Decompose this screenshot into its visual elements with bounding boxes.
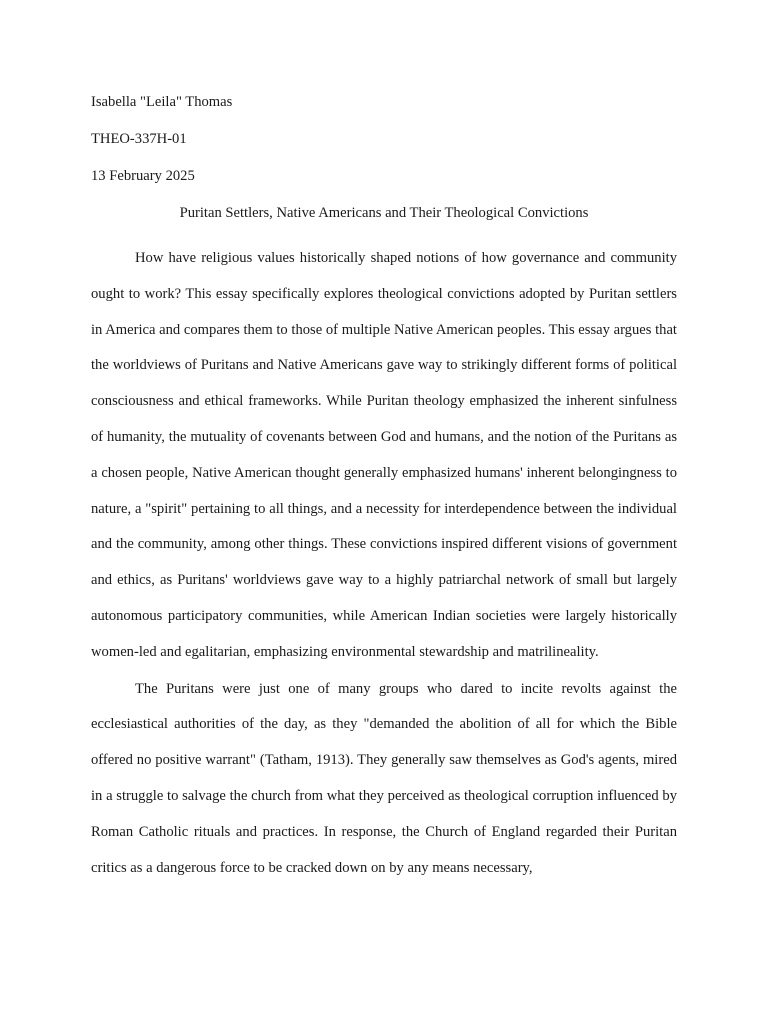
document-date: 13 February 2025 [91, 168, 195, 184]
essay-title: Puritan Settlers, Native Americans and Their Theological Convictions [179, 205, 589, 221]
body-paragraph-1: How have religious values historically shaped notions of how governance and community ought to work? This essay specifically explores theological convictions adopted by Puritan settlers in America and compares them to those of multiple Native American peoples. This essay argues that the worldviews of Puritans and Native Americans gave way to strikingly different forms of political consciousness and ethical frameworks. While Puritan theology emphasized the inherent sinfulness of humanity, the mutuality of covenants between God and humans, and the notion of the Puritans as a chosen people, Native American thought generally emphasized humans' inherent belongingness to nature, a "spirit" pertaining to all things, and a necessity for interdependence between the individual and the community, among other things. These convictions inspired different visions of government and ethics, as Puritans' worldviews gave way to a highly patriarchal network of small but largely autonomous participatory communities, while American Indian societies were largely historically women-led and egalitarian, emphasizing environmental stewardship and matrilineality. [91, 250, 677, 660]
document-page [91, 92, 677, 886]
course-code: THEO-337H-01 [91, 131, 187, 147]
author-name: Isabella "Leila" Thomas [91, 94, 233, 110]
body-paragraph-2: The Puritans were just one of many groups who dared to incite revolts against the ecclesiastical authorities of the day, as they "demanded the abolition of all for which the Bible offered no positive warrant" (Tatham, 1913). They generally saw themselves as God's agents, mired in a struggle to salvage the church from what they perceived as theological corruption influenced by Roman Catholic rituals and practices. In response, the Church of England regarded their Puritan critics as a dangerous force to be cracked down on by any means necessary, [91, 680, 677, 876]
